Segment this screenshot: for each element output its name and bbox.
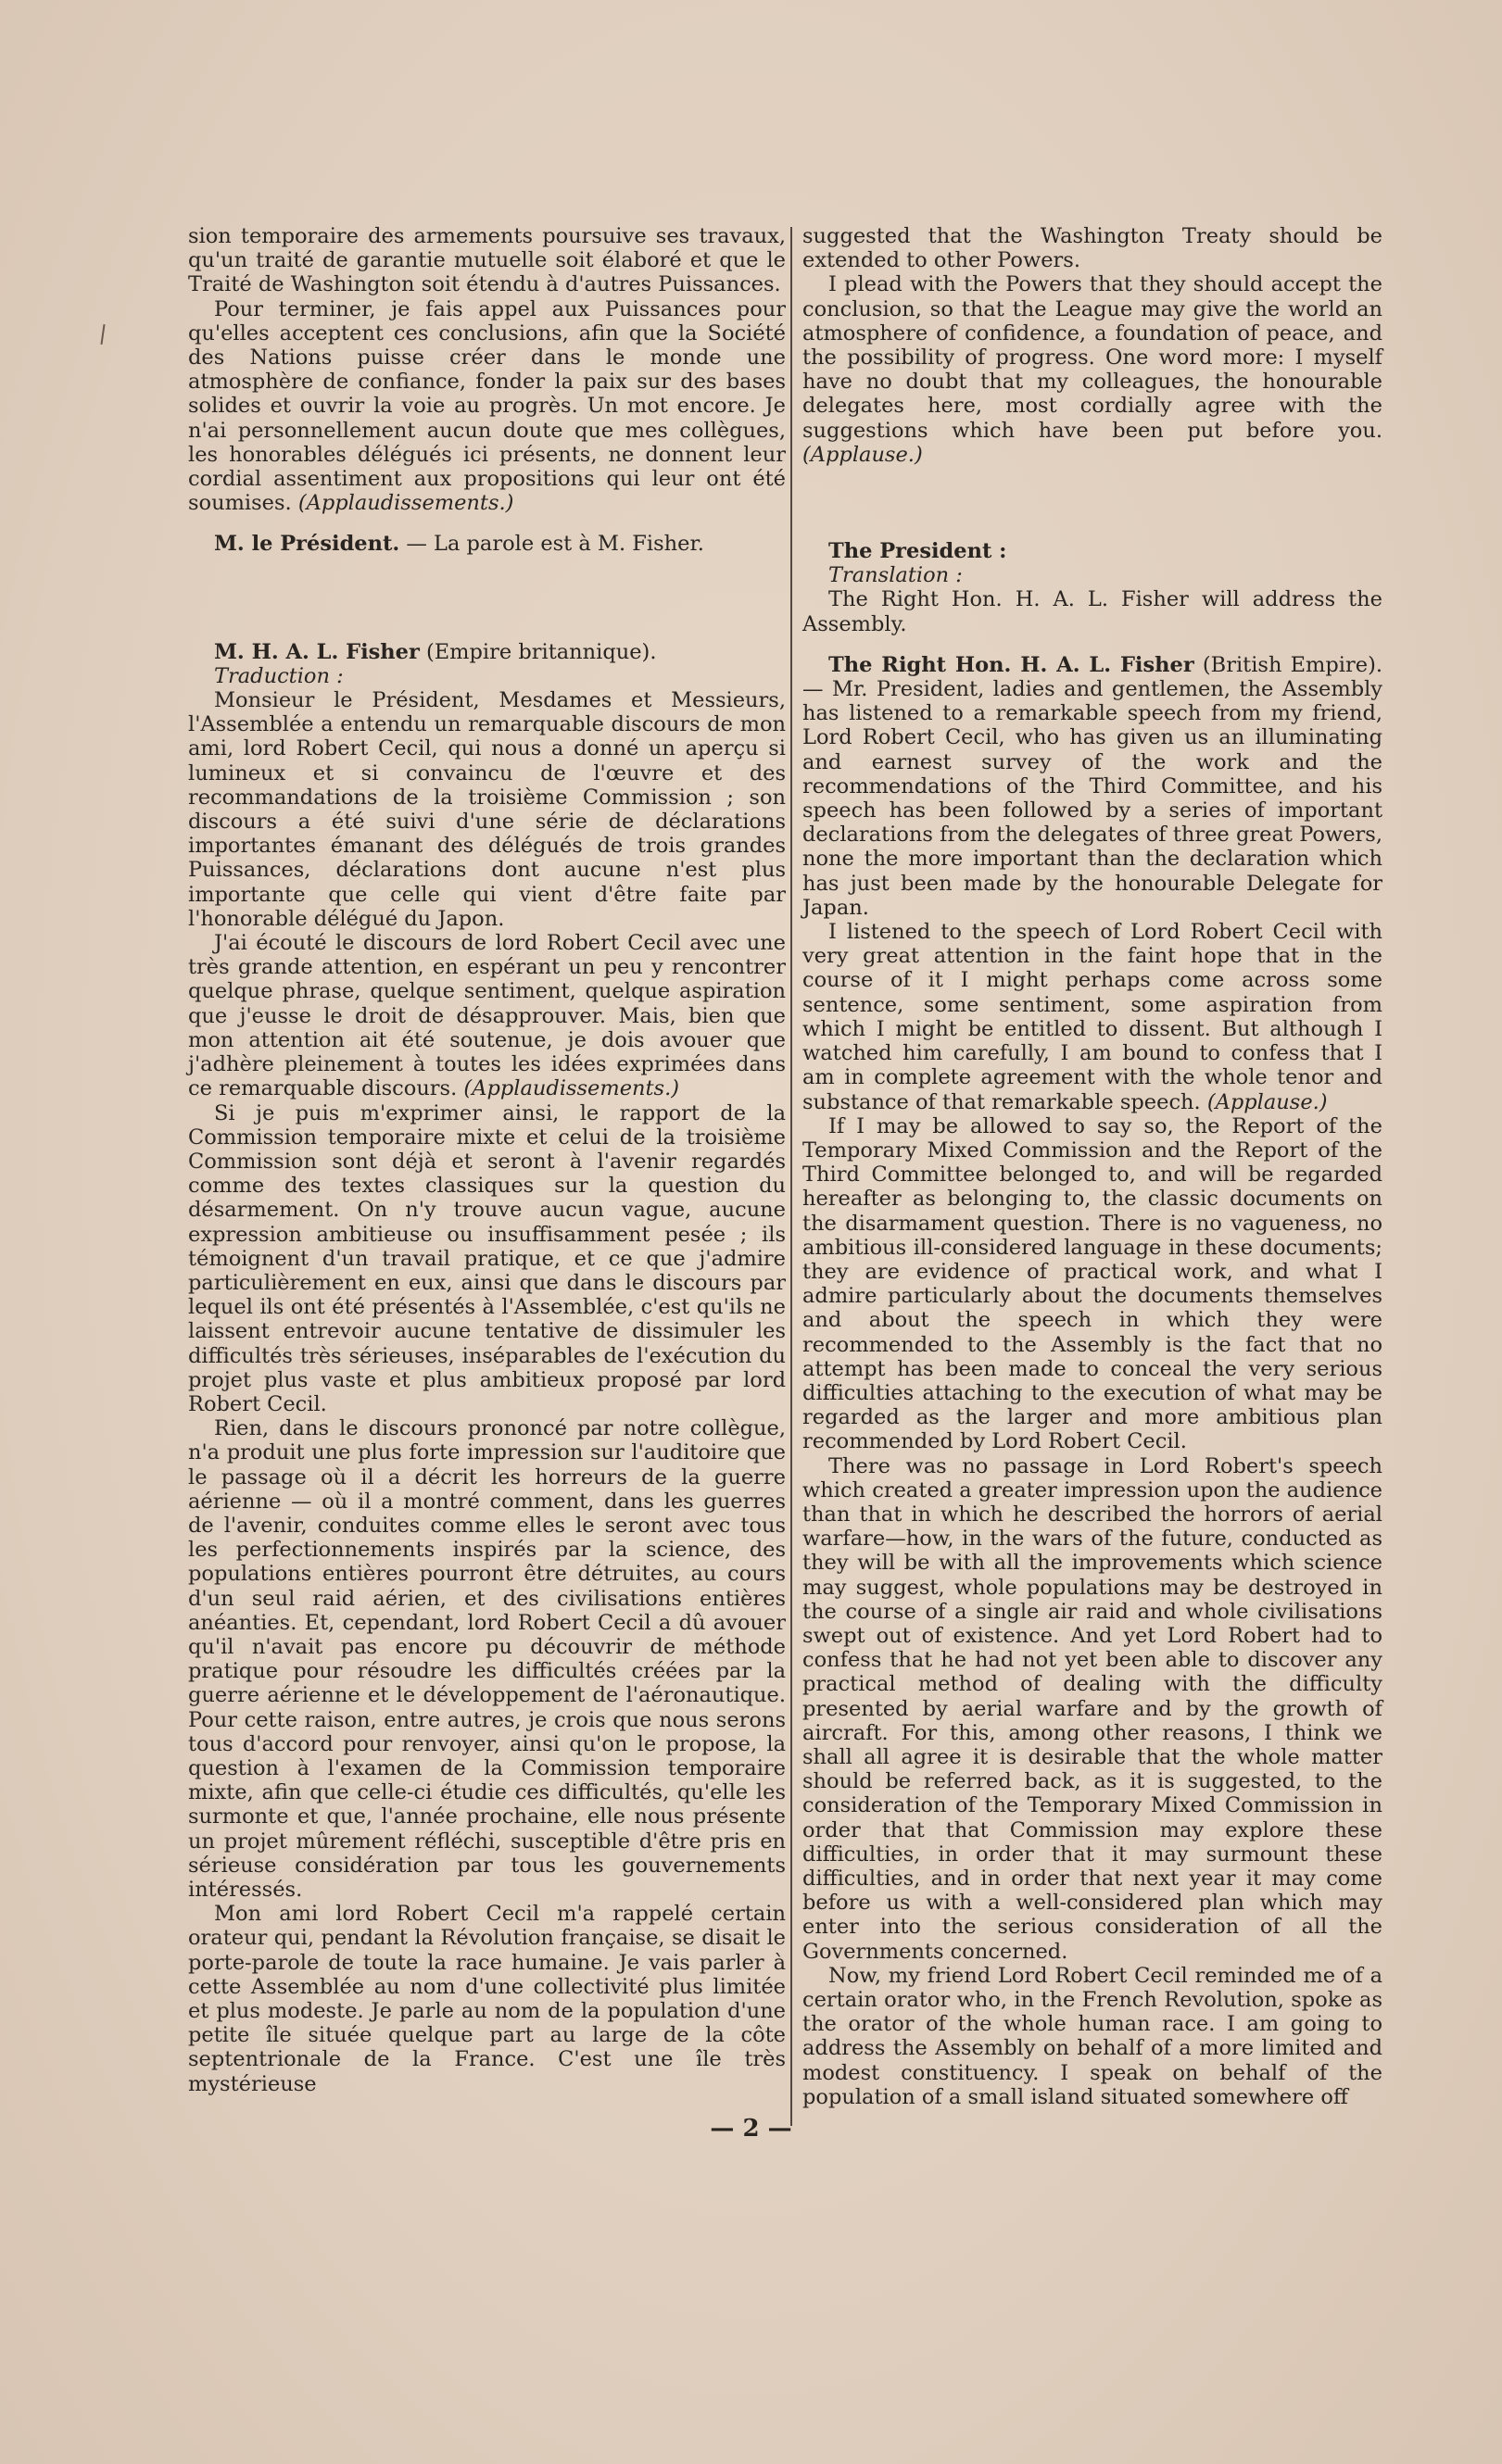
paragraph-en-7: Now, my friend Lord Robert Cecil reminded me of a certain orator who, in the French Revolution, spoke as the orator of the whole human race. I am going to address the Assembly on behalf of a more limited and modest constituency. I speak on behalf of the population of a small island situated somewhere off [802, 1963, 1382, 2109]
paragraph-en-4: I listened to the speech of Lord Robert Cecil with very great attention in the faint hope that in the course of it I might perhaps come across some sentence, some sentiment, some aspiration from which I might be entitled to dissent. But although I watched him carefully, I am bound to confess that I am in complete agreement with the whole tenor and substance of that remarkable speech. (Applause.) [802, 920, 1382, 1114]
speaker-label: M. H. A. L. Fisher [214, 639, 420, 664]
president-label-en: The President : [828, 539, 1007, 564]
translation-label: Translation : [828, 563, 963, 588]
margin-pencil-mark [100, 324, 105, 345]
paragraph-fr-6: Rien, dans le discours prononcé par notre collègue, n'a produit une plus forte impression sur l'auditoire que le passage où il a décrit les horreurs de la guerre aérienne — où il a montré comment, dans les guerres de l'avenir, conduites comme elles le seront avec tous les perfectionnements inspirés par la science, des populations entières pourront être détruites, au cours d'un seul raid aérien, et des civilisations entières anéanties. Et, cependant, lord Robert Cecil a dû avouer qu'il n'avait pas encore pu découvrir de méthode pratique pour résoudre les difficultés créées par la guerre aérienne et le développement de l'aéronautique. Pour cette raison, entre autres, je crois que nous serons tous d'accord pour renvoyer, ainsi qu'on le propose, la question à l'examen de la Commission temporaire mixte, afin que celle-ci étudie ces difficultés, qu'elle les surmonte et que, l'année prochaine, elle nous présente un projet mûrement réfléchi, susceptible d'être pris en sérieuse considération par tous les gouvernements intéressés. [188, 1416, 786, 1902]
paragraph-en-2: I plead with the Powers that they should accept the conclusion, so that the League may give the world an atmosphere of confidence, a foundation of peace, and the possibility of progress. One word more: I myself have no doubt that my colleagues, the honourable delegates here, most cordially agree with the suggestions which have been put before you. (Applause.) [802, 272, 1382, 467]
paragraph-fr-1: sion temporaire des armements poursuive ses travaux, qu'un traité de garantie mutuelle soit élaboré et que le Traité de Washington soit étendu à d'autres Puissances. [188, 224, 786, 297]
spacer [802, 636, 1382, 653]
applause-note: (Applaudissements.) [297, 491, 514, 516]
column-divider [790, 227, 792, 2126]
paragraph-en-1: suggested that the Washington Treaty should be extended to other Powers. [802, 224, 1382, 273]
page-number: — 2 — [710, 2115, 792, 2143]
speaker-label: M. le Président. [214, 532, 400, 557]
paragraph-fr-2: Pour terminer, je fais appel aux Puissances pour qu'elles acceptent ces conclusions, afin que la Société des Nations puisse créer dans le monde une atmosphère de confiance, fonder la paix sur des bases solides et ouvrir la voie au progrès. Un mot encore. Je n'ai personnellement aucun doute que mes collègues, les honorables délégués ici présents, ne donnent leur cordial assentiment aux propositions qui leur ont été soumises. (Applaudissements.) [188, 296, 786, 516]
applause-note: (Applause.) [802, 442, 923, 467]
president-line-fr: M. le Président. — La parole est à M. Fisher. [214, 532, 704, 557]
spacer [188, 557, 786, 640]
paragraph-fr-7: Mon ami lord Robert Cecil m'a rappelé certain orateur qui, pendant la Révolution française, se disait le porte-parole de toute la race humaine. Je vais parler à cette Assemblée au nom d'une collectivité plus limitée et plus modeste. Je parle au nom de la population d'une petite île située quelque part au large de la côte septentrionale de la France. C'est une île très mystérieuse [188, 1902, 786, 2096]
applause-note: (Applause.) [1206, 1089, 1328, 1114]
speaker-label: The Right Hon. H. A. L. Fisher [828, 652, 1194, 677]
president-text-en: The Right Hon. H. A. L. Fisher will address the Assembly. [802, 587, 1382, 636]
fisher-line-fr: M. H. A. L. Fisher (Empire britannique). [214, 639, 657, 664]
paragraph-fr-4: J'ai écouté le discours de lord Robert Cecil avec une très grande attention, en espérant un peu y rencontrer quelque phrase, quelque sentiment, quelque aspiration que j'eusse le droit de désapprouver. Mais, bien que mon attention ait été soutenue, je dois avouer que j'adhère pleinement à toutes les idées exprimées dans ce remarquable discours. (Applaudissements.) [188, 931, 786, 1101]
paragraph-en-3: The Right Hon. H. A. L. Fisher (British Empire). — Mr. President, ladies and gentlemen, the Assembly has listened to a remarkable speech from my friend, Lord Robert Cecil, who has given us an illuminating and earnest survey of the work and the recommendations of the Third Committee, and his speech has been followed by a series of important declarations from the delegates of three great Powers, none the more important than the declaration which has just been made by the honourable Delegate for Japan. [802, 652, 1382, 920]
english-column [802, 224, 1382, 2109]
applause-note: (Applaudissements.) [463, 1076, 680, 1101]
traduction-label: Traduction : [214, 663, 344, 688]
spacer [188, 515, 786, 532]
spacer [802, 467, 1382, 539]
french-column [188, 224, 786, 2096]
paragraph-fr-3: Monsieur le Président, Mesdames et Messieurs, l'Assemblée a entendu un remarquable discours de mon ami, lord Robert Cecil, qui nous a donné un aperçu si lumineux et si convaincu de l'œuvre et des recommandations de la troisième Commission ; son discours a été suivi d'une série de déclarations importantes émanant des délégués de trois grandes Puissances, déclarations dont aucune n'est plus importante que celle qui vient d'être faite par l'honorable délégué du Japon. [188, 688, 786, 931]
paragraph-en-6: There was no passage in Lord Robert's speech which created a greater impression upon the audience than that in which he described the horrors of aerial warfare—how, in the wars of the future, conducted as they will be with all the improvements which science may suggest, whole populations may be destroyed in the course of a single air raid and whole civilisations swept out of existence. And yet Lord Robert had to confess that he had not yet been able to discover any practical method of dealing with the difficulty presented by aerial warfare and by the growth of aircraft. For this, among other reasons, I think we shall all agree it is desirable that the whole matter should be referred back, as it is suggested, to the consideration of the Temporary Mixed Commission in order that that Commission may explore these difficulties, in order that it may surmount these difficulties, and in order that next year it may come before us with a well-considered plan which may enter into the serious consideration of all the Governments concerned. [802, 1453, 1382, 1964]
paragraph-fr-5: Si je puis m'exprimer ainsi, le rapport de la Commission temporaire mixte et celui de la troisième Commission sont déjà et seront à l'avenir regardés comme des textes classiques sur la question du désarmement. On n'y trouve aucun vague, aucune expression ambitieuse ou insuffisamment pesée ; ils témoignent d'un travail pratique, et ce que j'admire particulièrement en eux, ainsi que dans le discours par lequel ils ont été présentés à l'Assemblée, c'est qu'ils ne laissent entrevoir aucune tentative de dissimuler les difficultés très sérieuses, inséparables de l'exécution du projet plus vaste et plus ambitieux proposé par lord Robert Cecil. [188, 1100, 786, 1416]
paragraph-en-5: If I may be allowed to say so, the Report of the Temporary Mixed Commission and the Report of the Third Committee belonged to, and will be regarded hereafter as belonging to, the classic documents on the disarmament question. There is no vagueness, no ambitious ill-considered language in these documents; they are evidence of practical work, and what I admire particularly about the documents themselves and about the speech in which they were recommended to the Assembly is the fact that no attempt has been made to conceal the very serious difficulties attaching to the execution of what may be regarded as the larger and more ambitious plan recommended by Lord Robert Cecil. [802, 1113, 1382, 1454]
